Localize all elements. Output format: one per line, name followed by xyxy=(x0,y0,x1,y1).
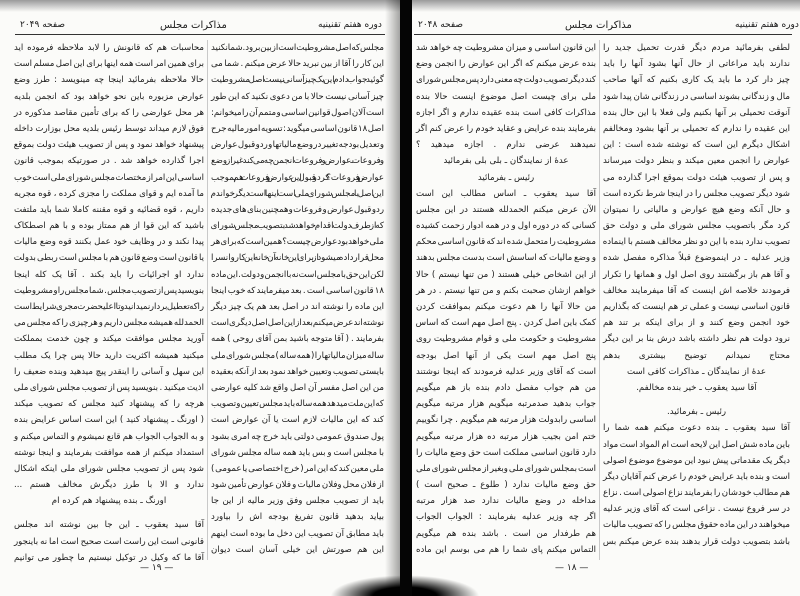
book-spine xyxy=(400,0,412,596)
text-line: برای همین امر است همه اینها برای این اصل مسلم است xyxy=(14,59,204,70)
text-line: آقا سید یعقوب ـ اساس مطالب این است xyxy=(416,188,596,199)
text-line: این سهل و آسانی را اینقدر پیچ میدهید وبنده ضعیف را xyxy=(14,366,204,377)
text-line: من هم جواب مفصل دادم بنده باز هم میگویم xyxy=(416,382,596,393)
text-line: باشید که این قوا از هم ممتاز بوده و با هم اصطکاک xyxy=(14,221,204,232)
text-line: این قانون اساسی و میزان مشروطیت چه خواهد شد xyxy=(416,43,596,53)
text-line: این اصل با مجلس شورای ملی است اینها است دیگر خواندم xyxy=(210,188,384,199)
text-line: بنده عرض میکنم که اگر این عوارض را انجمن وضع xyxy=(416,59,596,70)
text-line: محاسبات هم که قانونش را لابد ملاحظه فرموده اید xyxy=(14,43,204,53)
text-line: استمداد میکنم از همه موافقت بفرمایند و اینجا نوشته xyxy=(14,447,204,458)
text-line: ملی برای چیست اصل موضوع اینست حالا بنده xyxy=(416,91,596,102)
text-line: اورنگ ـ بنده پیشنهاد هم کرده ام xyxy=(51,496,167,507)
text-line: کمک باین اصل کردن . پنج اصل مهم است که اساس xyxy=(415,318,596,329)
text-line: آقا سید یعقوب ـ خیر بنده مخالفم. xyxy=(636,382,757,393)
text-line: عدهٔ از نمایندگان ـ بلی بلی بفرمائید xyxy=(443,156,569,167)
text-line: وزیر عدلیه ـ در اینموضوع قبلاً مذاکره مفصل شده xyxy=(603,253,790,264)
left-page-number: صفحه ۲۰۴۹ xyxy=(20,20,66,30)
text-line: کسانی که در دوره اول و در همه ادوار زحمت کشیده xyxy=(416,221,596,232)
text-line: رئیس ـ بفرمائید. xyxy=(666,407,726,418)
column-divider xyxy=(207,40,208,560)
text-line: بفرمایند بنده عرایض و عقاید خودم را عرض کنم اگر xyxy=(416,123,596,134)
text-line: ردو قبول عوارض و فروعات وهمچنین بنای های جدیده xyxy=(211,204,384,215)
right-header-rule xyxy=(414,34,792,35)
text-line: شود پس از تصویب مجلس شورای ملی اینکه اشکال xyxy=(14,463,204,474)
text-line: باین ماده شش اصل این لایحه است ام المواد است مواد xyxy=(603,439,790,450)
text-line: محتاج نمیدانم توضیح بیشتری بدهم xyxy=(603,350,790,361)
text-line: این ماده را نوشته اند در اصل بعد هم یک چیز دیگر xyxy=(211,302,384,312)
text-line: مجلس که اصل مشروطیت است از بین برود . شما نکنید xyxy=(211,43,384,53)
text-line: و وضع مالیات که اساسش است بدست مجلس بدهند xyxy=(416,253,596,264)
right-page-outer-column xyxy=(603,40,790,550)
right-page-session: دوره هفتم تقنینیه xyxy=(735,20,799,30)
text-line: اصل ۱۸ قانون اساسی میگوید : تسویه امور مالیه جرح xyxy=(211,123,384,134)
text-line: التماس میکنم پای شما را هم می بوسم این ماده xyxy=(416,544,596,555)
paragraph-gap xyxy=(603,396,790,404)
text-line: من این اصل مفسر آن اصل واقع شد کلیه عوارضی xyxy=(211,382,384,393)
text-line: چیز آسانی نیست حالا با من دعوی نکنید که این طور xyxy=(211,91,384,102)
text-line: ما آمده ایم و قوای مملکت را مجزی کرده ، قوه مجریه xyxy=(14,188,204,199)
text-line: الآن عرض میکنم الحمدلله هستند در این مجلس xyxy=(416,204,596,215)
text-line: آنوقت تحمیلی بر آنها بکنیم ولی فعلا با این حال بنده xyxy=(603,107,790,118)
text-line: عوارض و فروعات؟ کردو قبول این عوارض و فروعات هم بموجب xyxy=(211,172,384,183)
text-line: لکن این حق با مجلس است نه با انجمن و دولت . این ماده xyxy=(210,269,384,280)
text-line: و به الجواب الجواب هم قانع نمیشوم و التماس میکنم و xyxy=(14,431,204,442)
text-line: داریم ، قوه قضائیه و قوه مقننه کاملا شما باید ملتفت xyxy=(14,204,204,215)
text-line: شود دیگر تصویب مجلس را در اینجا شرط نکرده است xyxy=(603,188,790,199)
text-line: ۱۸ قانون اساسی است . بعد میفرمایند که خوب اینجا xyxy=(211,285,384,296)
text-line: قانون اساسی نیست و عملی تر هم اینست که بگذاریم xyxy=(603,302,790,312)
text-line: پنج اصل مهم است یکی از آنها اصل بودجه xyxy=(416,350,596,361)
right-page-number: صفحه ۲۰۴۸ xyxy=(418,20,464,30)
text-line: آقا سید یعقوب ـ بنده دعوت میکنم همه شما را xyxy=(603,423,790,434)
left-header-rule xyxy=(15,34,385,35)
text-line: مشروطیت و حکومت ملی و قوام مشروطیت روی xyxy=(416,334,596,345)
text-line: هم طرفدار من است . باشد بنده هم میگویم xyxy=(416,528,596,539)
text-line: دارد قانون اساسی مملکت است حق وضع مالیات را xyxy=(416,447,596,458)
text-line: نرود دولت هم نظر داشته باشد درش بنا بر این دیگر xyxy=(603,334,790,345)
left-page-title: مذاکرات مجلس xyxy=(160,20,227,31)
text-line: بایستی تصویب وتعیین خواهد نمود بعد از آنکه بعقیده xyxy=(211,366,384,377)
text-line: تصویب ندارد بنده با این دو نظر مخالف هستم با اینماده xyxy=(602,237,790,248)
text-line: هم مطالب خودشان را بفرمایند نزاع اصولی است . نزاع xyxy=(603,488,790,499)
text-line: هرچه را که پیشنهاد کنید مجلس که تصویب میکند xyxy=(14,399,204,410)
text-line: مشروطیت را متحمل شده اند که قانون اساسی محکم xyxy=(415,237,596,248)
text-line: و آقا هم باز برگشتند روی اصل اول و همانها را تکرار xyxy=(603,269,790,280)
text-line: مال و زندگانی بشوند اساسی در زندگانی شان پیدا شود xyxy=(602,91,790,102)
left-page-footer-number: — ۱۹ — xyxy=(140,563,174,573)
text-line: ندارد و الا با طرز دیگرش مخالف هستم ... xyxy=(14,480,204,491)
text-line: میکنید همیشه اکثریت دارید حالا پس چرا یک مطلب xyxy=(14,350,204,361)
left-page-outer-column xyxy=(14,40,204,566)
text-line: باشد بتصویب دولت قرار بدهند بنده عرض میکنم بس xyxy=(602,536,790,547)
left-page-session: دوره هفتم تقنینیه xyxy=(318,20,382,30)
text-line: خود انجمن وضع کنند و از برای اینکه بر تند هم xyxy=(603,318,790,329)
text-line: آقا سید یعقوب ـ این جا بین نوشته اند مجلس xyxy=(14,520,204,531)
text-line: خواهم ازشان صحبت بکنم و من تنها نیستم . در هر xyxy=(416,285,596,296)
text-line: است و بنده باید عرایض خودم را عرض کنم آقایان دیگر xyxy=(603,471,790,482)
text-line: و حال آنکه وضع هیچ عوارض و مالیاتی را نمیتوان xyxy=(603,204,790,215)
text-line: باید مطابق آن تصویب این دخل ما بوده است اینهم xyxy=(210,528,384,539)
text-line: مذاکرات کافی است بنده عقیده ندارم و اگر اجازه xyxy=(416,107,596,118)
text-line: ندارد او اجرائیات را باید بکند . آقا یک کله اینجا xyxy=(14,269,204,280)
text-line: بفرمایند . ( آقا متوجه باشید بمن آقای روحی ) همه xyxy=(211,334,384,345)
left-page-inner-column xyxy=(211,40,384,558)
text-line: هر محل عوارضی را که برای تأمین مقاصد مذکوره در xyxy=(14,107,204,118)
text-line: اگر چه وزیر عدلیه بفرمایند : الجواب الجواب xyxy=(416,512,596,523)
text-line: محل قرارداده میشود از برای این خانه آن خانه این کاروانسرا xyxy=(211,253,384,264)
text-line: کرد مگر باتصویب مجلس شورای ملی و دولت حق xyxy=(603,221,790,232)
text-line: در سر فروع نیست . نزاعی است که آقای وزیر عدلیه xyxy=(603,504,790,515)
text-line: این عقیده را ندارم که تحمیلی بر آنها بشود ومخالفم xyxy=(603,123,790,134)
text-line: پیدا نکند و در وظایف خود عمل بکنند قوه وضع مالیات xyxy=(14,237,204,248)
right-page-inner-column xyxy=(416,40,596,558)
text-line: حق وضع مالیات ندارد ( طلوع ـ صحیح است ) xyxy=(416,480,596,491)
text-line: آقا ما که وکیل در توکیل نیستیم ما چطور می توانیم xyxy=(14,552,204,563)
text-line: کند که این مالیات لازم است یا آن عوارض است xyxy=(211,415,384,426)
text-line: من حالا آنها را هم دعوت میکنم بموافقت کردن xyxy=(416,302,596,312)
text-line: ختم امن بجیب هزار مرتبه ده هزار مرتبه میگویم xyxy=(416,431,596,442)
text-line: قانونی است این راست است صحیح است اما نه باینجور xyxy=(14,536,204,547)
text-line: فوق لازم میداند توسط رئیس بلدیه محل بوزارت داخله xyxy=(14,123,204,134)
text-line: است آلان اصول قوانین اساسی و متمم آن را میخوانم: xyxy=(211,107,384,118)
text-line: است بمجلس شورای ملی وبغیر از مجلس شورای ملی xyxy=(416,463,596,474)
text-line: ( اورنگ ـ پیشنهاد کنید ) این است اساس عرایض بنده xyxy=(14,415,204,426)
text-line: الحمدلله همیشه مجلس داریم و هرچیزی را که مجلس می xyxy=(14,318,204,329)
paragraph-gap xyxy=(14,509,204,517)
text-line: ندارند باید مراعاتی از حال آنها بشود آنها را باید xyxy=(603,59,790,70)
text-line: حالا ملاحظه بفرمائید اینجا چه مینویسد : طرز وضع xyxy=(14,75,204,86)
text-line: و فروعات ـ عوارض و فروعات انجمن چه می کند غیر از وضع xyxy=(211,156,384,167)
text-line: اذیت میکنید . بنویسید پس از تصویب مجلس شورای ملی xyxy=(13,382,204,393)
text-line: چیز دار کرد ما باید یک کاری بکنیم که آنها صاحب xyxy=(603,75,790,86)
spine-shadow xyxy=(385,0,400,596)
text-line: بیاید بدهید قانون تفریغ بودجه اش را بیاورد xyxy=(211,512,384,523)
text-line: از فلان محل وفلان مالیات و فلان عوارض تأمین شود xyxy=(211,480,384,491)
text-line: جواب بدهید صدمرتبه میگویم هزار مرتبه میگویم xyxy=(416,399,596,410)
text-line: لطفی بفرمائید مردم دیگر قدرت تحمیل جدید را xyxy=(603,43,790,53)
text-line: از این اشخاص خیلی هستند ( من تنها نیستم ) حالا xyxy=(416,269,596,280)
text-line: اشکال دیگرم این است که نوشته شده است : این xyxy=(603,140,790,151)
text-line: اساسی این امر از مختصات مجلس شورای ملی است خوب xyxy=(14,172,204,183)
text-line: پیشنهاد خواهد نمود و پس از تصویب هیئت دولت بموقع xyxy=(13,140,204,151)
text-line: نمیدهند عرضی ندارم . اجازه میدهید ؟ xyxy=(416,140,596,151)
text-line: ملی معین کند که این امر ( خرج اختصاصی یا عمومی ) xyxy=(211,463,384,474)
text-line: و پس از تصویب هیئت دولت بموقع اجرا گذارده می xyxy=(603,172,790,183)
text-line: عوارض را انجمن معین میکند و بنظر دولت میرساند xyxy=(603,156,790,167)
text-line: دیگر یک مقدماتی پیش نبود این موضوع موضوع اصولی xyxy=(603,455,790,466)
text-line: عدهٔ از نمایندگان ـ مذاکرات کافی است xyxy=(627,366,766,377)
text-line: گوئید جواب دادم این یک چیز آسانی نیست اصل مشروطیت xyxy=(211,75,384,86)
text-line: با مجلس است و بس باید همه ساله مجلس شورای xyxy=(211,447,384,458)
text-line: بنویسید پس از تصویب مجلس . شما مجلس را و مشروطیت xyxy=(13,285,204,296)
text-line: را که تعطیل بردار نمیدانید و تا اعلیحضرت مجری شرایط است xyxy=(14,302,204,312)
text-line: میخواهند در این ماده حقوق مجلس را که تصویب مالیات xyxy=(603,520,790,531)
text-line: و تعدیل بودجه تغییر در وضع مالیاتها و ردو قبول عوارض xyxy=(211,140,384,151)
text-line: ساله میزان مالیاتها را ( همه ساله ) مجلس شورای ملی xyxy=(211,350,384,361)
text-line: کند دیگر تصویب دولت چه معنی دارد پس مجلس شورای xyxy=(416,75,596,86)
right-page-title: مذاکرات مجلس xyxy=(565,20,632,31)
text-line: که از طرف دولت اقدام خواهد شد بتصویب مجلس شورای xyxy=(210,221,384,232)
text-line: فرمودند خلاصه اش اینست که آقا میفرمایند مخالف xyxy=(603,285,790,296)
right-page-footer-number: — ۱۸ — xyxy=(555,563,589,573)
text-line: رئیس ـ بفرمائید xyxy=(477,172,535,183)
text-line: نوشته اند عرض میکنم بعد از این اصل اصل دیگری است xyxy=(211,318,384,329)
text-line: این هم صورتش این خیلی آسان است دیوان xyxy=(211,544,384,555)
text-line: این کار را آقا از بین نبرید حالا عرض میکنم . شما می xyxy=(211,59,384,70)
text-line: ملی خواهد بود عوارض چیست؟ همین است که برای هر xyxy=(211,237,384,248)
text-line: اجرا گذارده خواهد شد . در صورتیکه بموجب قانون xyxy=(14,156,204,167)
column-divider xyxy=(599,40,600,560)
text-line: عوارض مزبوره باین نحو خواهد بود که انجمن بلدیه xyxy=(14,91,204,102)
text-line: است که آقای وزیر عدلیه فرمودند که اینجا نوشتند xyxy=(416,366,596,377)
text-line: که این ملت میدهد همه ساله باید مجلس تعیین و تصویب xyxy=(211,399,384,410)
text-line: پول صندوق عمومی دولتی باید خرج چه امری بشود xyxy=(210,431,384,442)
text-line: مداخله در وضع مالیات ندارد صد هزار مرتبه xyxy=(416,496,596,507)
text-line: آورید مجلس موافقت میکند و چون خدمت بمملکت xyxy=(14,334,204,345)
text-line: اساسی رابدولت هزار مرتبه هم میگویم . چرا نگوییم xyxy=(416,415,596,426)
text-line: یا قانون است وضع قانون هم با مجلس است ربطی بدولت xyxy=(13,253,204,264)
text-line: باید از تصویب مجلس وفق وزیر مالیه از این جا xyxy=(211,496,384,507)
